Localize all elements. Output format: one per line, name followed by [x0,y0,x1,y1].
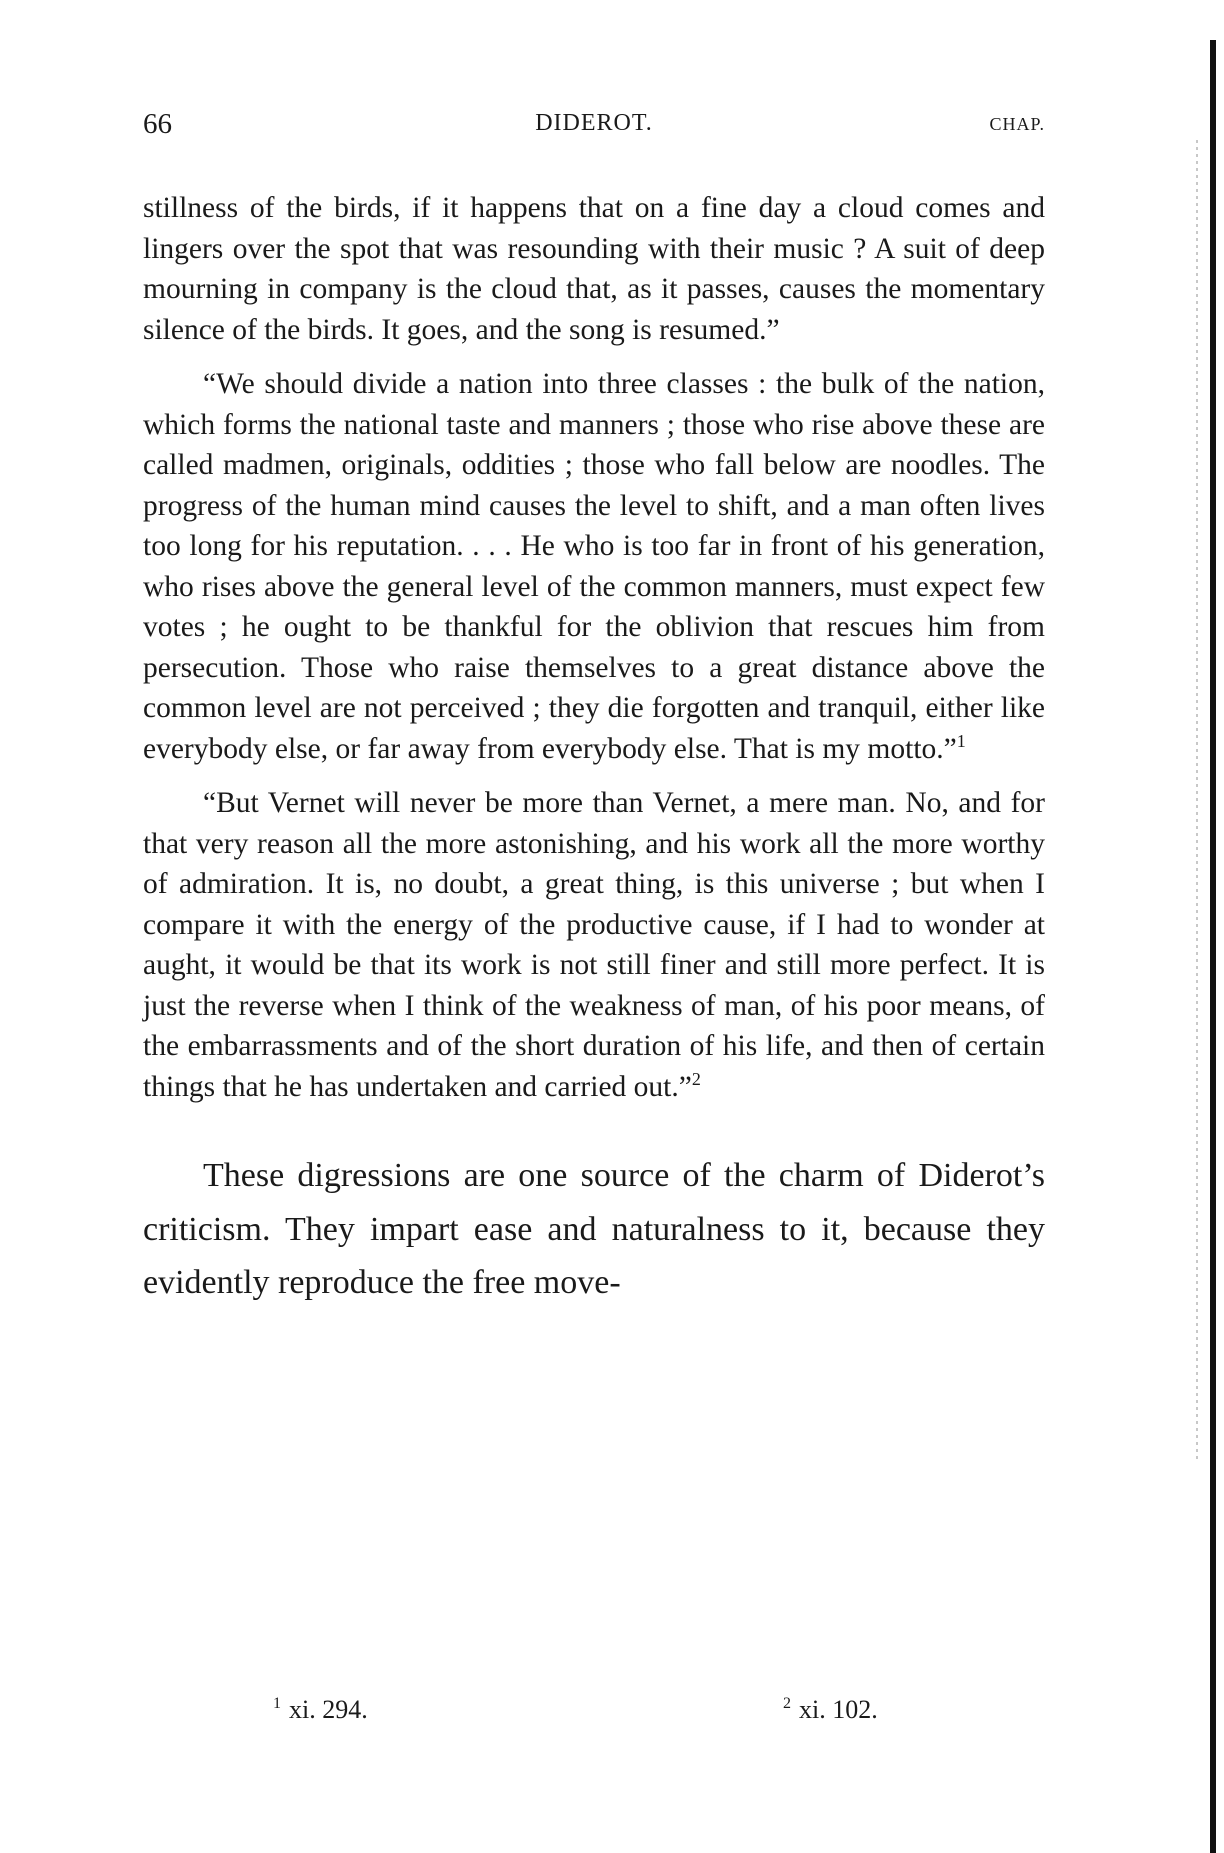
running-title: DIDEROT. [535,110,653,136]
running-head [143,108,1045,148]
body-text [143,188,1045,1310]
paragraph-quote-vernet [143,783,1045,1107]
paragraph-text: These digressions are one source of the charm of Diderot’s criticism. They impart ease and naturalness to it, because they evidently reproduce the free move- [143,1157,1045,1301]
footnote-marker: 1 [273,1695,281,1713]
page-edge-line [1210,40,1216,1853]
running-section: CHAP. [989,114,1045,134]
page-number: 66 [143,108,172,140]
footnote-ref: 2 [691,1068,701,1089]
paragraph-quote-classes [143,364,1045,769]
footnote-ref: 1 [956,730,966,751]
paragraph-main [143,1149,1045,1310]
paragraph-continued [143,188,1045,350]
footnote-text: xi. 102. [799,1695,878,1724]
paragraph-text: “But Vernet will never be more than Vernet, a mere man. No, and for that very reason all the more astonishing, and his work all the more worthy of admiration. It is, no doubt, a great thing, is this universe ; but when I compare it with the energy of the productive cause, if I had to wonder at aught, it would be that its work is not still finer and still more perfect. It is just the reverse when I think of the weakness of man, of his poor means, of the embarrassments and of the short duration of his life, and then of certain things that he has undertaken and carried out.” [143,787,1045,1103]
page-gutter-shadow [1196,140,1198,1460]
footnote [273,1695,368,1725]
footnote-marker: 2 [783,1695,791,1713]
paragraph-text: “We should divide a nation into three classes : the bulk of the nation, which forms the national taste and manners ; those who rise above these are called madmen, originals, oddities ; those who fall below are noodles. The progress of the human mind causes the level to shift, and a man often lives too long for his reputation. . . . He who is too far in front of his generation, who rises above the general level of the common manners, must expect few votes ; he ought to be thankful for the oblivion that rescues him from persecution. Those who raise themselves to a great distance above the common level are not perceived ; they die forgotten and tranquil, either like everybody else, or far away from everybody else. That is my motto.” [143,368,1045,765]
paragraph-text: stillness of the birds, if it happens that on a fine day a cloud comes and lingers over the spot that was resounding with their music ? A suit of deep mourning in company is the cloud that, as it passes, causes the momentary silence of the birds. It goes, and the song is resumed.” [143,192,1045,346]
footnotes [143,1695,1045,1735]
footnote-text: xi. 294. [289,1695,368,1724]
footnote [783,1695,878,1725]
